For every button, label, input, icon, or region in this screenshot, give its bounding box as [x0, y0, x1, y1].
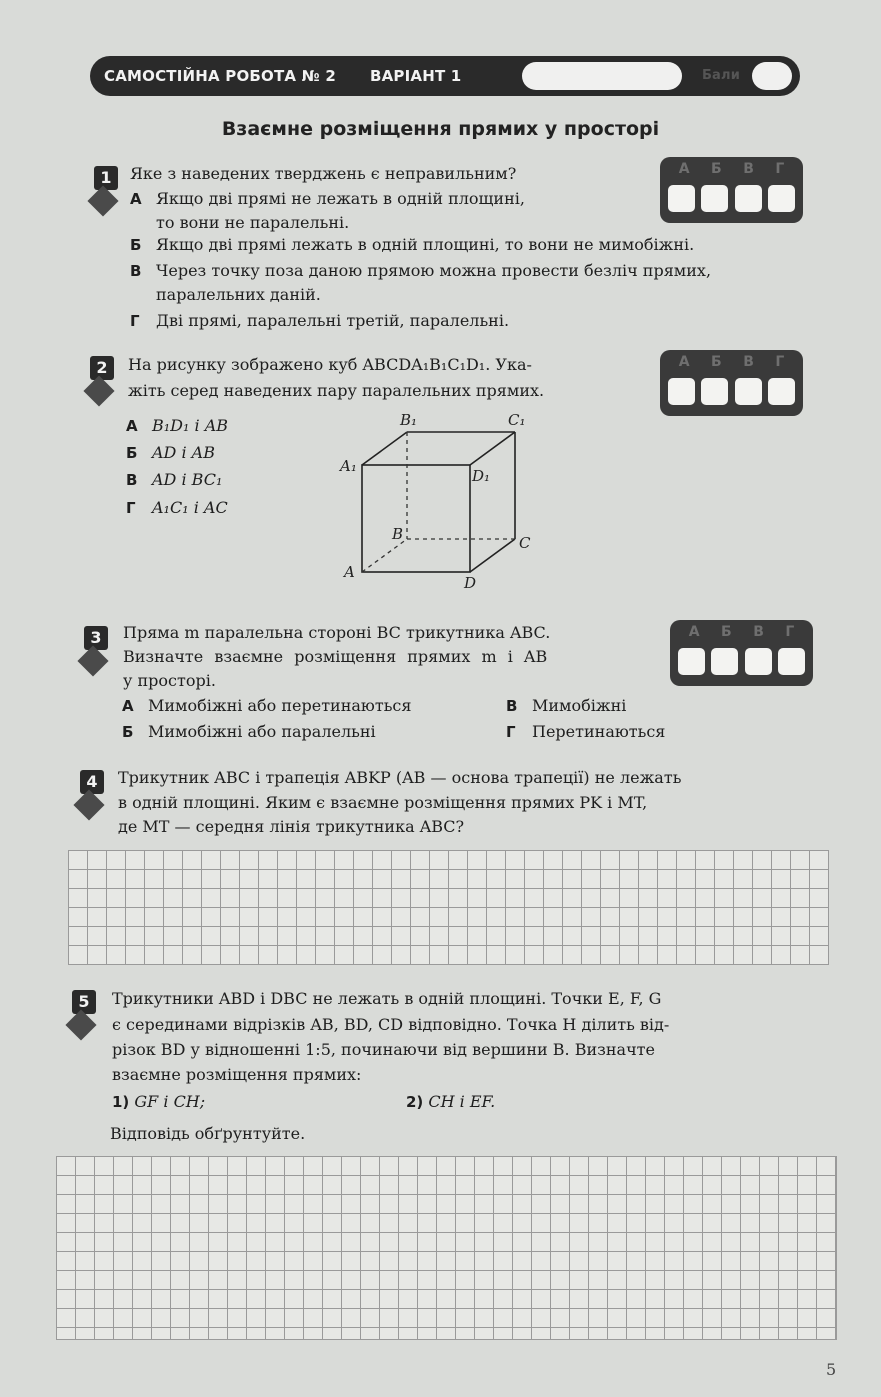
- task-2-question-line1: На рисунку зображено куб ABCDA₁B₁C₁D₁. Ука-: [128, 355, 532, 374]
- option-letter: А: [130, 190, 142, 208]
- vertex-label-b: B: [392, 525, 404, 543]
- difficulty-diamond-icon: [77, 645, 108, 676]
- option-text: B₁D₁ і AB: [152, 416, 229, 435]
- page-title: Взаємне розміщення прямих у просторі: [221, 118, 660, 140]
- task-3-option-d[interactable]: [506, 720, 665, 744]
- option-letter: В: [506, 697, 518, 715]
- task-4-text-line2: в одній площині. Яким є взаємне розміщення прямих PK і MT,: [118, 793, 648, 812]
- option-letter: Б: [122, 723, 134, 741]
- task-2-option-c[interactable]: [126, 468, 222, 492]
- cube-front-face: [362, 465, 470, 572]
- vertex-label-b1: B₁: [400, 411, 418, 429]
- option-letter: В: [130, 262, 142, 280]
- task-4-text-line1: Трикутник ABC і трапеція ABKP (AB — основа трапеції) не лежать: [118, 768, 682, 787]
- vertex-label-a1: A₁: [340, 457, 357, 475]
- option-text: Через точку поза даною прямою можна провести безліч прямих,: [156, 261, 712, 280]
- option-letter: Г: [126, 499, 136, 517]
- cube-edge: [470, 539, 515, 572]
- task-1-option-a[interactable]: [130, 187, 660, 235]
- option-letter: В: [126, 471, 138, 489]
- task-3-number: 3: [84, 626, 108, 650]
- option-letter: Б: [130, 236, 142, 254]
- task-3-badge: [78, 626, 118, 682]
- option-letter: А: [122, 697, 134, 715]
- work-title: САМОСТІЙНА РОБОТА № 2: [104, 67, 336, 85]
- task-3-question-line3: у просторі.: [123, 671, 216, 690]
- cube-figure: [330, 405, 550, 595]
- task-3-option-c[interactable]: [506, 694, 626, 718]
- task-2-option-a[interactable]: [126, 414, 228, 438]
- vertex-label-d: D: [464, 574, 477, 592]
- task-3-question-line2: Визначте взаємне розміщення прямих m і AB: [123, 647, 548, 666]
- task-3-option-a[interactable]: [122, 694, 411, 718]
- option-letter: Г: [130, 312, 140, 330]
- option-text: A₁C₁ і AC: [152, 498, 228, 517]
- task-2-answer-grid: [660, 350, 803, 416]
- task-2-question-line2: жіть серед наведених пару паралельних прямих.: [128, 381, 545, 400]
- option-text: Якщо дві прямі лежать в одній площині, то вони не мимобіжні.: [156, 235, 695, 254]
- task-5-sub-2: [406, 1090, 495, 1114]
- task-1-option-d[interactable]: [130, 309, 820, 333]
- task-1-option-c[interactable]: [130, 259, 820, 307]
- task-2-option-d[interactable]: [126, 496, 228, 520]
- task-1-option-b[interactable]: [130, 233, 820, 257]
- cube-edge: [362, 432, 407, 465]
- score-field[interactable]: [752, 62, 792, 90]
- answer-cell-b[interactable]: [701, 185, 728, 212]
- answer-cell-c[interactable]: [735, 185, 762, 212]
- option-text: Мимобіжні: [532, 696, 627, 715]
- sub-text: CH і EF.: [428, 1092, 496, 1111]
- task-4-text-line3: де MT — середня лінія трикутника ABC?: [118, 817, 465, 836]
- task-5-text-line2: є серединами відрізків AB, BD, CD відповідно. Точка H ділить від-: [112, 1015, 670, 1034]
- answer-letter: А: [688, 624, 700, 640]
- vertex-label-c: C: [519, 534, 531, 552]
- answer-letter: Г: [775, 354, 785, 370]
- answer-letter: В: [743, 161, 754, 177]
- answer-letter: А: [678, 354, 690, 370]
- vertex-label-a: A: [344, 563, 355, 581]
- answer-cell-a[interactable]: [678, 648, 705, 675]
- task-5-badge: [66, 990, 106, 1046]
- difficulty-diamond-icon: [73, 789, 104, 820]
- task-5-text-line1: Трикутники ABD і DBC не лежать в одній площині. Точки E, F, G: [112, 989, 662, 1008]
- page-number: 5: [826, 1360, 837, 1379]
- task-2-badge: [84, 356, 124, 412]
- task-1-number: 1: [94, 166, 118, 190]
- task-3-option-b[interactable]: [122, 720, 376, 744]
- answer-cell-a[interactable]: [668, 185, 695, 212]
- option-text: Перетинаються: [532, 722, 666, 741]
- option-letter: А: [126, 417, 138, 435]
- answer-letter: В: [753, 624, 764, 640]
- task-5-answer-grid-area[interactable]: [56, 1156, 837, 1340]
- task-2-number: 2: [90, 356, 114, 380]
- answer-letter: А: [678, 161, 690, 177]
- task-1-answer-grid: [660, 157, 803, 223]
- task-5-text-line3: різок BD у відношенні 1:5, починаючи від вершини B. Визначте: [112, 1040, 655, 1059]
- answer-cell-d[interactable]: [768, 185, 795, 212]
- difficulty-diamond-icon: [65, 1009, 96, 1040]
- name-field[interactable]: [522, 62, 682, 90]
- variant-label: ВАРІАНТ 1: [369, 67, 462, 85]
- task-5-number: 5: [72, 990, 96, 1014]
- task-4-number: 4: [80, 770, 104, 794]
- task-3-question-line1: Пряма m паралельна стороні BC трикутника ABC.: [123, 623, 551, 642]
- task-3-answer-grid: [670, 620, 813, 686]
- cube-hidden-edge: [362, 539, 407, 572]
- cube-edge: [470, 432, 515, 465]
- answer-letter: Б: [721, 624, 732, 640]
- option-text: AD і AB: [152, 443, 215, 462]
- option-text: Мимобіжні або паралельні: [148, 722, 376, 741]
- answer-cell-b[interactable]: [701, 378, 728, 405]
- answer-cell-c[interactable]: [735, 378, 762, 405]
- answer-letter: Б: [711, 161, 722, 177]
- sub-number: 2): [406, 1093, 424, 1111]
- vertex-label-d1: D₁: [472, 467, 491, 485]
- option-text-cont: то вони не паралельні.: [156, 213, 350, 232]
- difficulty-diamond-icon: [83, 375, 114, 406]
- answer-letter: Г: [775, 161, 785, 177]
- difficulty-diamond-icon: [87, 185, 118, 216]
- answer-letter: В: [743, 354, 754, 370]
- option-text: Мимобіжні або перетинаються: [148, 696, 412, 715]
- task-4-badge: [74, 770, 114, 826]
- answer-cell-b[interactable]: [711, 648, 738, 675]
- option-text: AD і BC₁: [152, 470, 223, 489]
- answer-cell-d[interactable]: [778, 648, 805, 675]
- task-5-justify-prompt: Відповідь обґрунтуйте.: [110, 1124, 306, 1143]
- task-5-sub-1: [112, 1090, 205, 1114]
- task-2-option-b[interactable]: [126, 441, 215, 465]
- answer-letter: Г: [785, 624, 795, 640]
- task-1-badge: [88, 166, 128, 222]
- header-bar: [90, 56, 800, 96]
- sub-text: GF і CH;: [134, 1092, 206, 1111]
- option-text: Дві прямі, паралельні третій, паралельні.: [156, 311, 510, 330]
- option-text-cont: паралельних даній.: [156, 285, 321, 304]
- task-1-question: Яке з наведених тверджень є неправильним?: [130, 164, 517, 183]
- vertex-label-c1: C₁: [508, 411, 526, 429]
- sub-number: 1): [112, 1093, 130, 1111]
- task-4-answer-grid-area[interactable]: [68, 850, 829, 965]
- score-label: Бали: [701, 68, 741, 83]
- option-letter: Г: [506, 723, 516, 741]
- answer-cell-a[interactable]: [668, 378, 695, 405]
- option-letter: Б: [126, 444, 138, 462]
- option-text: Якщо дві прямі не лежать в одній площині,: [156, 189, 525, 208]
- task-5-text-line4: взаємне розміщення прямих:: [112, 1065, 362, 1084]
- answer-cell-d[interactable]: [768, 378, 795, 405]
- answer-cell-c[interactable]: [745, 648, 772, 675]
- answer-letter: Б: [711, 354, 722, 370]
